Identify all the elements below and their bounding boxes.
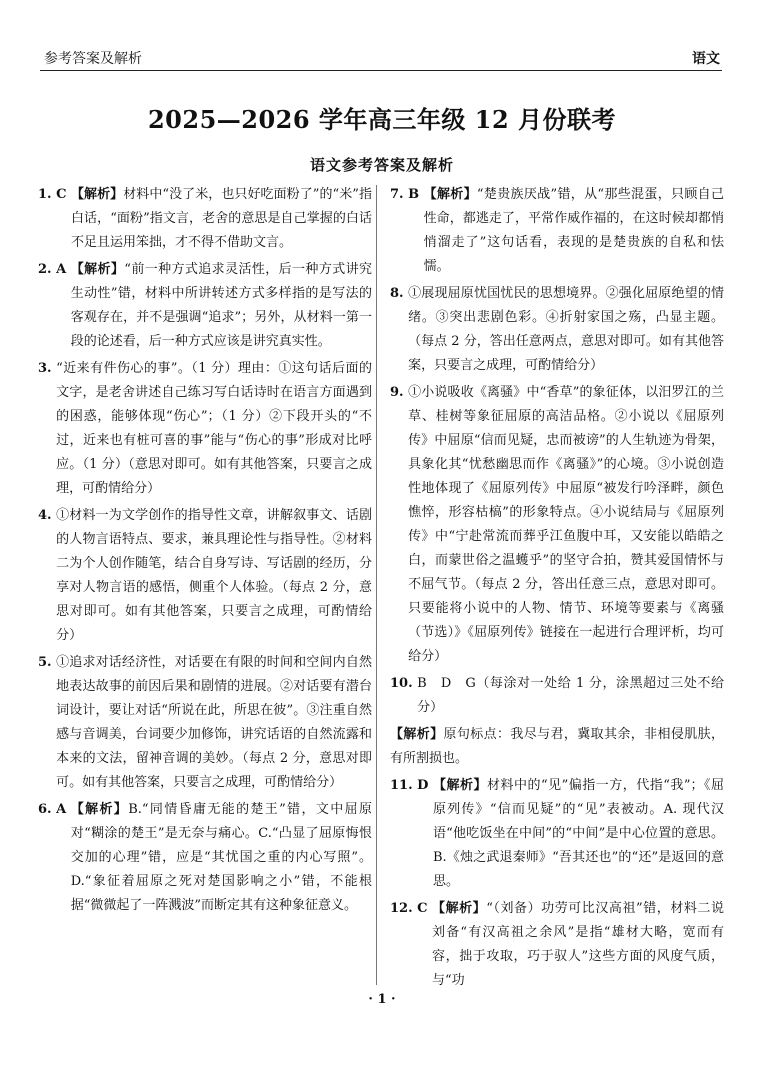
answer-item bbox=[390, 672, 724, 720]
analysis-tag: 【解析】 bbox=[432, 778, 487, 793]
answer-body: 材料中的“见”偏指一方，代指“我”；《屈原列传》“信而见疑”的“见”表被动。A. 现代汉语“他吃饭坐在中间”的“中间”是中心位置的意思。B.《烛之武退秦师》“吾其还也”的“还”是返回的意思。 bbox=[432, 778, 724, 889]
document-subtitle: 语文参考答案及解析 bbox=[309, 156, 454, 174]
answer-number: 5. bbox=[38, 655, 57, 670]
answer-text bbox=[408, 381, 724, 669]
header-subject-label: 语文 bbox=[692, 51, 720, 67]
analysis-tag: 【解析】 bbox=[70, 187, 124, 202]
answer-item bbox=[38, 258, 372, 354]
answer-number: 4. bbox=[38, 508, 57, 523]
answer-number: 1. C bbox=[38, 187, 71, 202]
answer-item bbox=[38, 183, 372, 255]
answer-number: 6. A bbox=[38, 802, 71, 817]
answer-body: ①小说吸收《离骚》中“香草”的象征体，以汨罗江的兰草、桂树等象征屈原的高洁品格。②小说以《屈原列传》中屈原“信而见疑，忠而被谤”的人生轨迹为骨架，具象化其“忧愁幽思而作《离骚》”的心境。③小说创造性地体现了《屈原列传》中屈原“被发行吟泽畔，颜色憔悴，形容枯槁”的形象特点。④小说结局与《屈原列传》中“宁赴常流而葬乎江鱼腹中耳，又安能以皓皓之白，而蒙世俗之温蠖乎”的坚守合拍，赞其爱国情怀与不屈气节。（每点 2 分，答出任意三点，意思对即可。只要能将小说中的人物、情节、环境等要素与《离骚（节选）》《屈原列传》链接在一起进行合理评析，均可给分） bbox=[408, 385, 724, 664]
answer-item bbox=[390, 774, 724, 894]
answer-item bbox=[390, 183, 724, 279]
answer-body: 原句标点：我尽与君，冀取其余，非相侵肌肤，有所割损也。 bbox=[390, 727, 724, 766]
answer-text bbox=[390, 723, 724, 771]
analysis-tag: 【解析】 bbox=[432, 901, 487, 916]
answer-item bbox=[38, 651, 372, 795]
answer-text bbox=[424, 183, 724, 279]
answer-body: “前一种方式追求灵活性，后一种方式讲究生动性”错，材料中所讲转述方式多样指的是写法的客观存在，并不是强调“追求”；另外，从材料一第一段的论述看，后一种方式应该是讲究真实性。 bbox=[70, 262, 372, 349]
answer-number: 7. B bbox=[390, 187, 424, 202]
answer-body: ①展现屈原忧国忧民的思想境界。②强化屈原绝望的情绪。③突出悲剧色彩。④折射家国之殇，凸显主题。（每点 2 分，答出任意两点，意思对即可。如有其他答案，只要言之成理，可酌情给分） bbox=[408, 286, 724, 373]
answer-body: “近来有件伤心的事”。（1 分）理由：①这句话后面的文字，是老舍讲述自己练习写白话诗时在语言方面遇到的困惑，能够体现“伤心”；（1 分）②下段开头的“不过，近来也有桩可喜的事”能与“伤心的事”形成对比呼应。（1 分）（意思对即可。如有其他答案，只要言之成理，可酌情给分） bbox=[56, 361, 372, 496]
answer-item bbox=[390, 897, 724, 993]
answer-text bbox=[408, 282, 724, 378]
answer-text bbox=[433, 774, 724, 894]
document-title: 2025—2026 学年高三年级 12 月份联考 bbox=[147, 105, 617, 134]
answer-number: 3. bbox=[38, 361, 57, 376]
answer-number: 9. bbox=[390, 385, 409, 400]
answer-text bbox=[432, 897, 724, 993]
answer-body: ①追求对话经济性，对话要在有限的时间和空间内自然地表达故事的前因后果和剧情的进展。②对话要有潜台词设计，要让对话“所说在此，所思在彼”。③注重自然感与音调美，台词要少加修饰，讲究话语的自然流露和本来的文法，留神音调的美妙。（每点 2 分，意思对即可。如有其他答案，只要言之成理，可酌情给分） bbox=[56, 655, 372, 790]
analysis-tag: 【解析】 bbox=[390, 727, 444, 742]
page-header bbox=[40, 44, 722, 71]
answer-text bbox=[56, 357, 372, 501]
analysis-tag: 【解析】 bbox=[70, 802, 129, 817]
answer-text bbox=[71, 183, 372, 255]
answer-body: B.“同情昏庸无能的楚王”错，文中屈原对“糊涂的楚王”是无奈与痛心。C.“凸显了屈原悔恨交加的心理”错，应是“其忧国之重的内心写照”。D.“象征着屈原之死对楚国影响之小”错，不能根据“微微起了一阵溅波”而断定其有这种象征意义。 bbox=[70, 802, 372, 913]
answer-number: 8. bbox=[390, 286, 409, 301]
answer-number: 11. D bbox=[390, 778, 433, 793]
left-column bbox=[38, 183, 372, 921]
answer-text bbox=[71, 798, 372, 918]
analysis-tag: 【解析】 bbox=[423, 187, 477, 202]
answer-number: 10. bbox=[390, 676, 418, 691]
right-column bbox=[390, 183, 724, 996]
answer-item bbox=[390, 381, 724, 669]
answer-body: B D G（每涂对一处给 1 分，涂黑超过三处不给分） bbox=[417, 676, 724, 715]
answer-number: 2. A bbox=[38, 262, 71, 277]
column-divider bbox=[376, 185, 377, 985]
analysis-tag: 【解析】 bbox=[70, 262, 125, 277]
answer-item bbox=[390, 282, 724, 378]
answer-item bbox=[390, 723, 724, 771]
answer-item bbox=[38, 357, 372, 501]
page-number: · 1 · bbox=[368, 992, 396, 1007]
answer-text bbox=[71, 258, 372, 354]
answer-body: “楚贵族厌战”错，从“那些混蛋，只顾自己性命，都逃走了，平常作威作福的，在这时候却都悄悄溜走了”这句话看，表现的是楚贵族的自私和怯懦。 bbox=[423, 187, 724, 274]
answer-item bbox=[38, 504, 372, 648]
answer-text bbox=[417, 672, 724, 720]
answer-number: 12. C bbox=[390, 901, 433, 916]
answer-body: ①材料一为文学创作的指导性文章，讲解叙事文、话剧的人物言语特点、要求，兼具理论性与指导性。②材料二为个人创作随笔，结合自身写诗、写话剧的经历，分享对人物言语的感悟，侧重个人体验。（每点 2 分，意思对即可。如有其他答案，只要言之成理，可酌情给分） bbox=[56, 508, 372, 643]
answer-item bbox=[38, 798, 372, 918]
header-left-label: 参考答案及解析 bbox=[44, 51, 142, 67]
answer-text bbox=[56, 504, 372, 648]
answer-body: 材料中“没了米，也只好吃面粉了”的“米”指白话，“面粉”指文言，老舍的意思是自己掌握的白话不足且运用笨拙，才不得不借助文言。 bbox=[70, 187, 372, 250]
answer-body: “（刘备）功劳可比汉高祖”错，材料二说刘备“有汉高祖之余风”是指“雄材大略，宽而有容，拙于攻取，巧于驭人”这些方面的风度气质，与“功 bbox=[432, 901, 724, 988]
answer-text bbox=[56, 651, 372, 795]
